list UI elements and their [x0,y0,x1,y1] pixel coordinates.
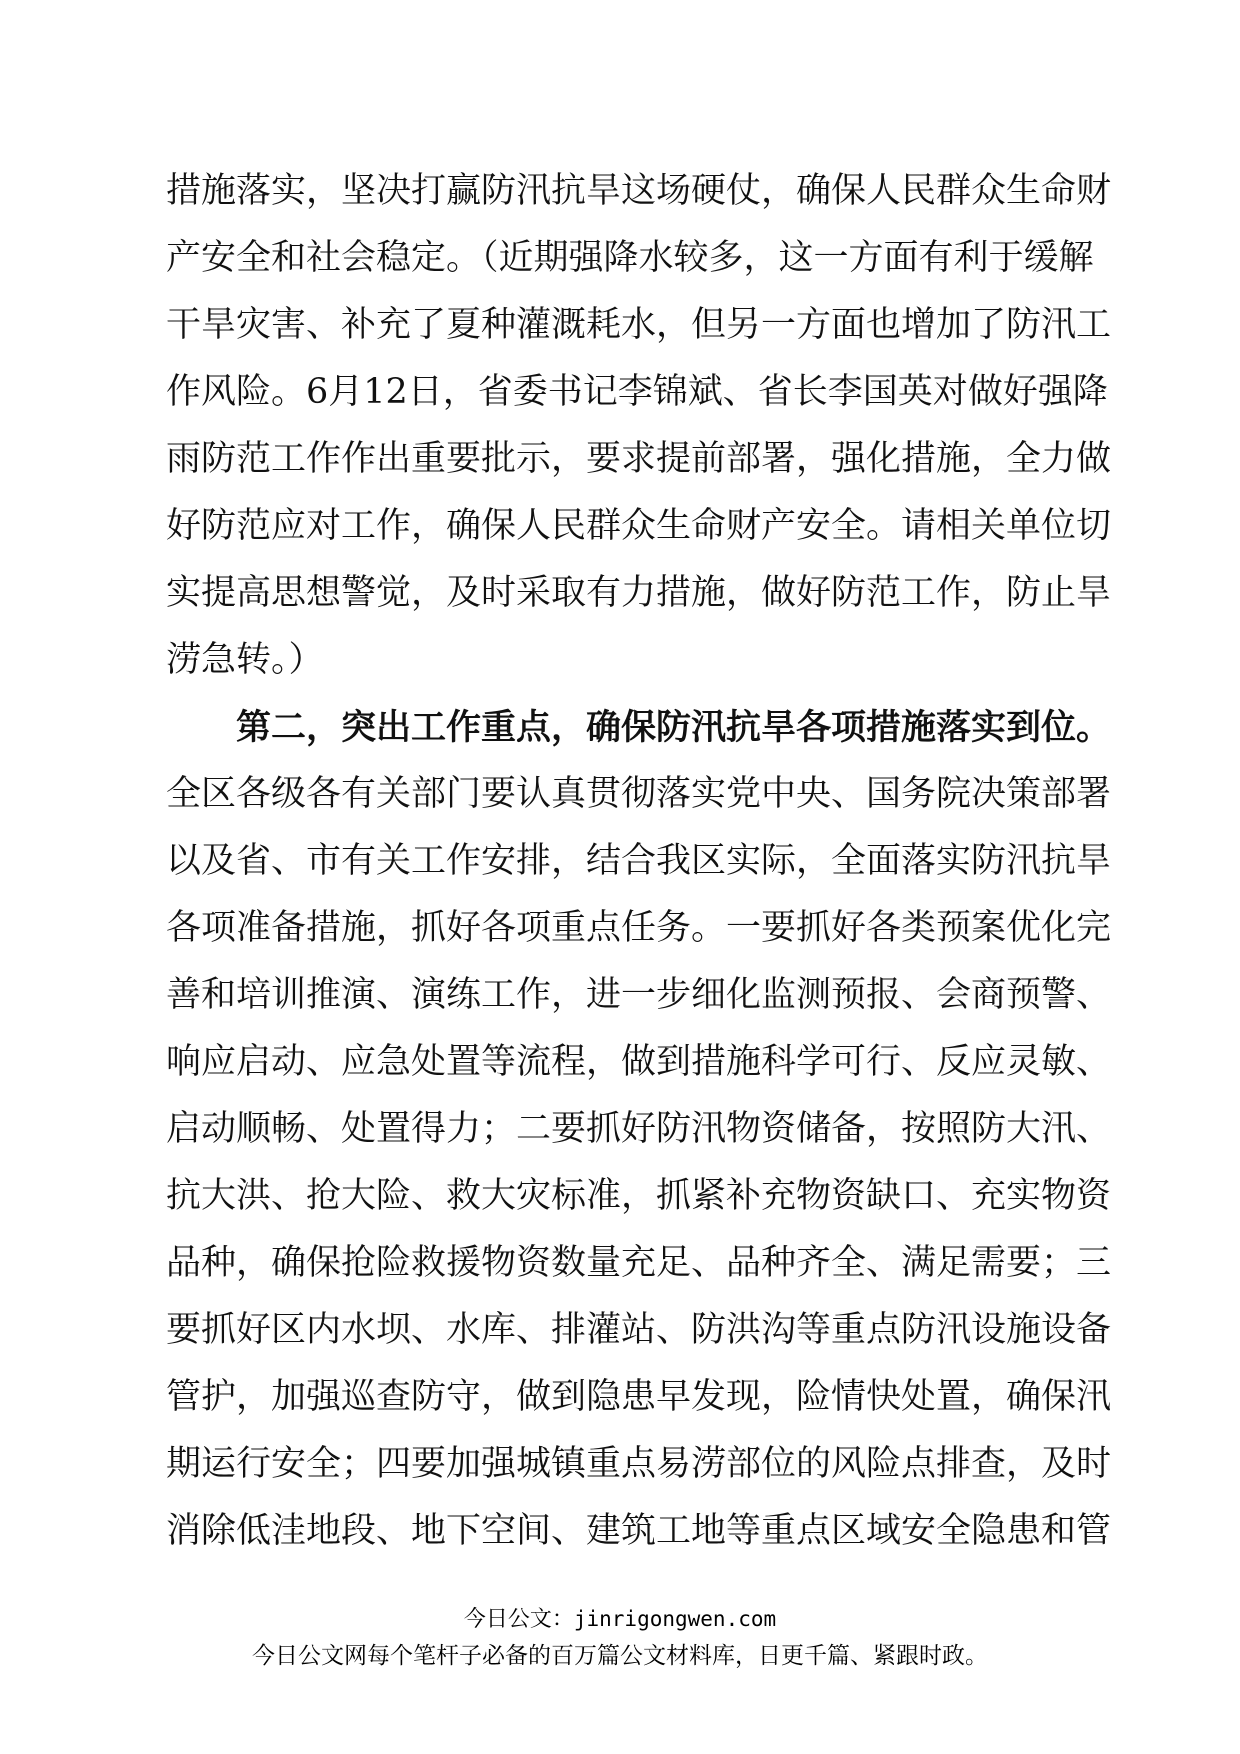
footer-site [0,1604,1240,1635]
text-line: 要抓好区内水坝、水库、排灌站、防洪沟等重点防汛设施设备 [166,1310,1112,1350]
paragraph-2 [166,761,1112,1565]
text-line: 实提高思想警觉，及时采取有力措施，做好防范工作，防止旱 [166,573,1112,613]
text-line: 作风险。6月12日，省委书记李锦斌、省长李国英对做好强降 [166,372,1108,412]
footer-tagline: 今日公文网每个笔杆子必备的百万篇公文材料库，日更千篇、紧跟时政。 [252,1643,988,1669]
text-line: 干旱灾害、补充了夏种灌溉耗水，但另一方面也增加了防汛工 [166,305,1112,345]
text-line: 全区各级各有关部门要认真贯彻落实党中央、国务院决策部署 [166,774,1112,814]
footer-site-label: 今日公文： [463,1607,574,1632]
footer-site-url[interactable]: jinrigongwen.com [573,1607,777,1631]
text-line: 雨防范工作作出重要批示，要求提前部署，强化措施，全力做 [166,439,1112,479]
text-line: 管护，加强巡查防守，做到隐患早发现，险情快处置，确保汛 [166,1377,1112,1417]
text-line: 消除低洼地段、地下空间、建筑工地等重点区域安全隐患和管 [166,1511,1112,1551]
text-line: 以及省、市有关工作安排，结合我区实际，全面落实防汛抗旱 [166,841,1112,881]
text-line: 各项准备措施，抓好各项重点任务。一要抓好各类预案优化完 [166,908,1112,948]
text-line: 好防范应对工作，确保人民群众生命财产安全。请相关单位切 [166,506,1112,546]
text-line: 善和培训推演、演练工作，进一步细化监测预报、会商预警、 [166,975,1112,1015]
section-heading [166,694,1112,761]
document-body [166,158,1112,1565]
text-line: 启动顺畅、处置得力；二要抓好防汛物资储备，按照防大汛、 [166,1109,1112,1149]
heading-line: 第二，突出工作重点，确保防汛抗旱各项措施落实到位。 [236,707,1112,748]
text-line: 响应启动、应急处置等流程，做到措施科学可行、反应灵敏、 [166,1042,1112,1082]
text-line: 品种，确保抢险救援物资数量充足、品种齐全、满足需要；三 [166,1243,1112,1283]
paragraph-1 [166,158,1112,694]
text-line: 措施落实，坚决打赢防汛抗旱这场硬仗，确保人民群众生命财 [166,171,1112,211]
text-line: 产安全和社会稳定。（近期强降水较多，这一方面有利于缓解 [166,238,1094,278]
text-line: 涝急转。） [166,640,324,680]
text-line: 期运行安全；四要加强城镇重点易涝部位的风险点排查，及时 [166,1444,1112,1484]
text-line: 抗大洪、抢大险、救大灾标准，抓紧补充物资缺口、充实物资 [166,1176,1112,1216]
